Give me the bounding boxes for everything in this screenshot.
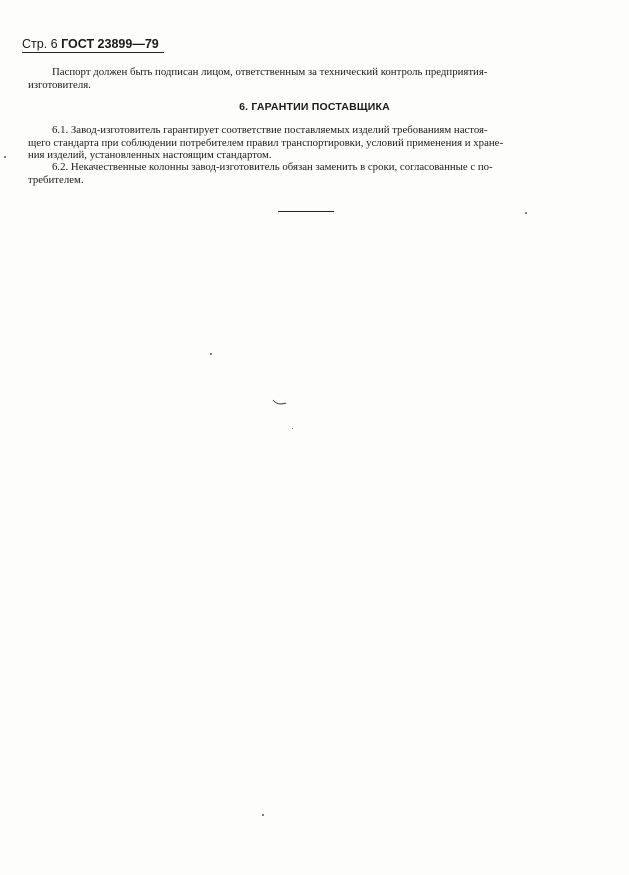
paragraph-line: требителем.	[28, 173, 84, 186]
standard-number: ГОСТ 23899—79	[61, 37, 159, 51]
scan-speck	[262, 814, 264, 816]
scan-speck	[525, 212, 527, 214]
paragraph-line: изготовителя.	[28, 78, 91, 91]
scan-speck	[292, 428, 293, 429]
paragraph-line: 6.2. Некачественные колонны завод-изготовитель обязан заменить в сроки, согласованные с по-	[52, 161, 493, 173]
clause-6-1	[28, 124, 590, 162]
scan-speck	[4, 156, 6, 158]
end-of-text-rule	[278, 211, 334, 212]
header-underline	[22, 52, 164, 53]
scan-speck	[210, 353, 212, 355]
paragraph-line: щего стандарта при соблюдении потребителем правил транспортировки, условий применения и хране-	[28, 136, 504, 149]
scan-mark	[272, 398, 288, 406]
passport-paragraph	[28, 66, 590, 91]
section-title: 6. ГАРАНТИИ ПОСТАВЩИКА	[239, 101, 390, 113]
clause-6-2	[28, 161, 590, 186]
page-number: Стр. 6	[22, 37, 58, 51]
paragraph-line: Паспорт должен быть подписан лицом, ответственным за технический контроль предприятия-	[52, 66, 488, 78]
paragraph-line: ния изделий, установленных настоящим стандартом.	[28, 149, 272, 161]
page-header	[22, 36, 159, 52]
paragraph-line: 6.1. Завод-изготовитель гарантирует соответствие поставляемых изделий требованиям настоя-	[52, 124, 488, 136]
